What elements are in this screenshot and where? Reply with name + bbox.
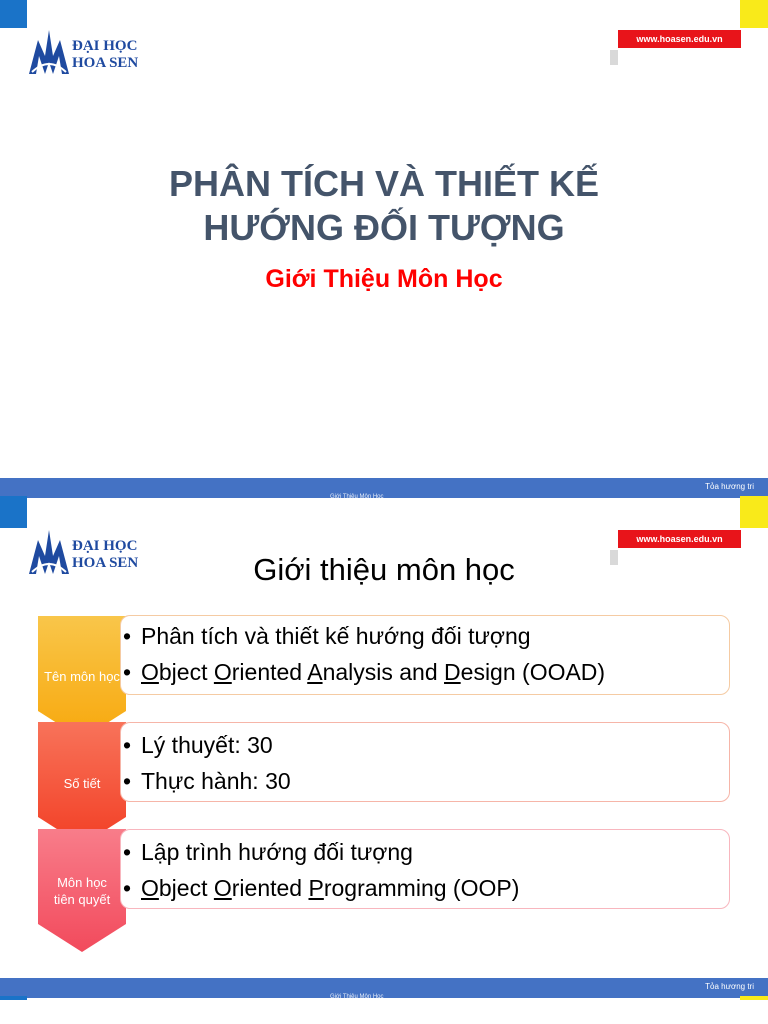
- list-item: • Object Oriented Programming (OOP): [121, 870, 729, 906]
- slide-main-title: [84, 162, 684, 250]
- list-item: • Lý thuyết: 30: [121, 727, 729, 763]
- university-name: [72, 38, 138, 72]
- university-logo: [26, 26, 141, 78]
- slide-title: [0, 0, 768, 500]
- university-name-line2: HOA SEN: [72, 555, 139, 571]
- lotus-icon: [26, 26, 72, 78]
- slide-course-intro: [0, 500, 768, 1000]
- info-box-prerequisite: [120, 829, 730, 909]
- slide-heading: Giới thiệu môn học: [253, 552, 515, 587]
- list-item: • Phân tích và thiết kế hướng đối tượng: [121, 618, 729, 654]
- footer-caption: Giới Thiệu Môn Học: [330, 494, 384, 500]
- corner-accent-blue: [0, 500, 27, 528]
- decorative-mark: [610, 50, 618, 65]
- university-name-line1: ĐẠI HỌC: [72, 538, 138, 554]
- row-label-prerequisite: Môn học tiên quyết: [53, 875, 111, 907]
- website-link[interactable]: www.hoasen.edu.vn: [618, 30, 741, 48]
- university-name-line2: HOA SEN: [72, 55, 139, 71]
- lotus-icon: [26, 526, 72, 578]
- info-box-periods: [120, 722, 730, 802]
- footer-slogan: Tỏa hương tri: [705, 482, 754, 491]
- footer-caption: Giới Thiệu Môn Học: [330, 994, 384, 1000]
- university-name-line1: ĐẠI HỌC: [72, 38, 138, 54]
- title-line-1: PHÂN TÍCH VÀ THIẾT KẾ: [168, 163, 599, 204]
- list-item: • Lập trình hướng đối tượng: [121, 834, 729, 870]
- footer-bar: [0, 978, 768, 998]
- title-line-2: HƯỚNG ĐỐI TƯỢNG: [203, 207, 565, 248]
- corner-accent-yellow-bottom: [740, 996, 768, 1000]
- list-item: • Object Oriented Analysis and Design (OOAD): [121, 654, 729, 690]
- slide-subtitle: Giới Thiệu Môn Học: [265, 265, 503, 293]
- website-link[interactable]: www.hoasen.edu.vn: [618, 530, 741, 548]
- row-label-periods: Số tiết: [63, 776, 101, 791]
- footer-bar: [0, 478, 768, 498]
- info-box-course-name: [120, 615, 730, 695]
- corner-accent-yellow: [740, 0, 768, 28]
- corner-accent-blue-bottom: [0, 996, 27, 1000]
- list-item: • Thực hành: 30: [121, 763, 729, 799]
- row-label-course-name: Tên môn học: [44, 669, 120, 684]
- corner-accent-yellow: [740, 500, 768, 528]
- corner-accent-blue: [0, 0, 27, 28]
- footer-slogan: Tỏa hương tri: [705, 982, 754, 991]
